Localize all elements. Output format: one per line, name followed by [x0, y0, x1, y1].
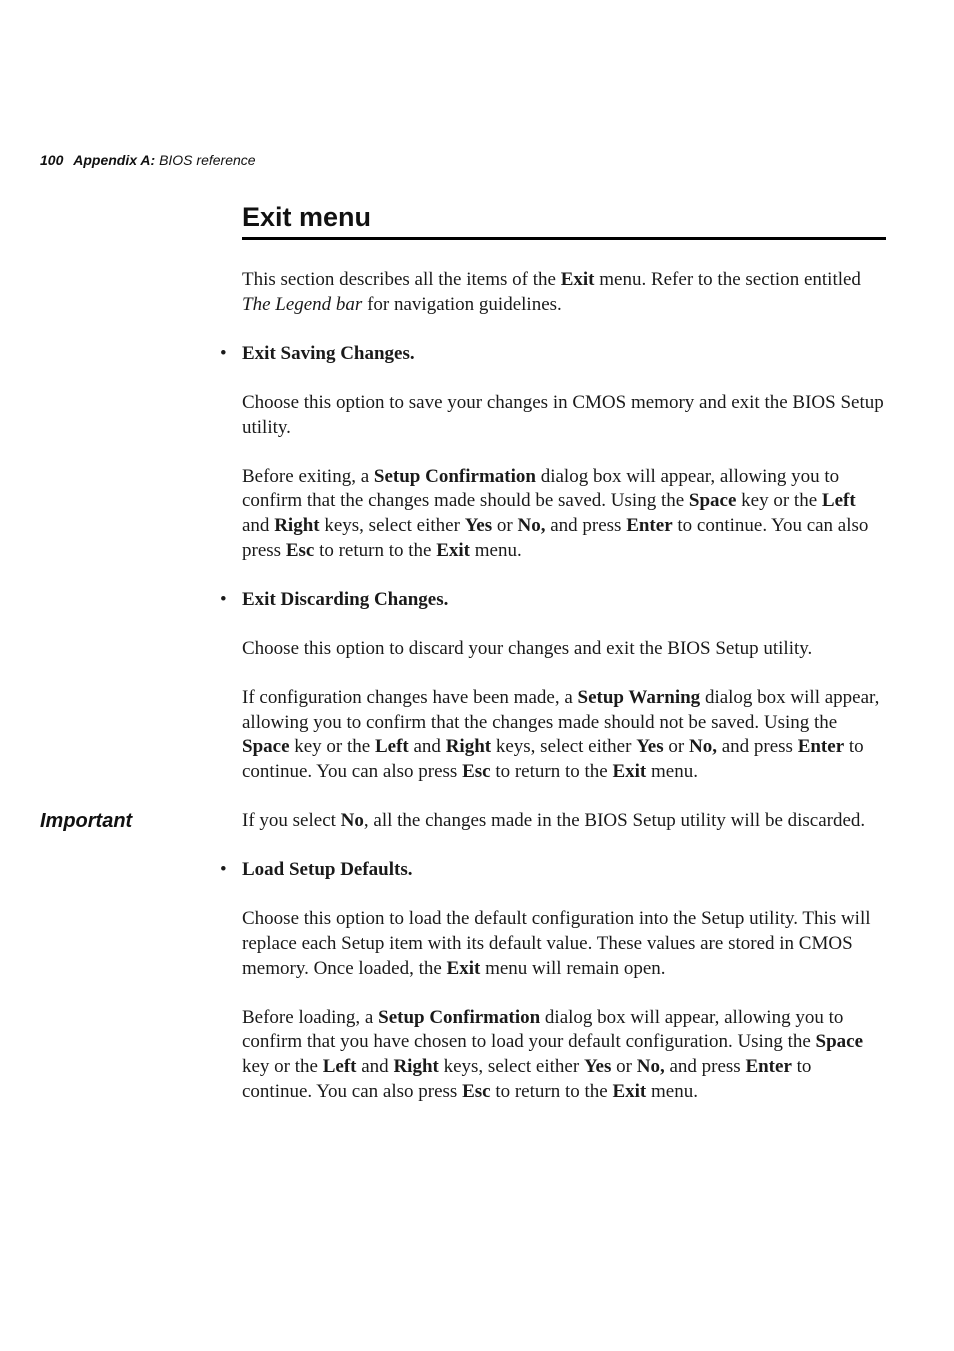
exit-saving-detail: Before exiting, a Setup Confirmation dialog box will appear, allowing you to confirm that the changes made should be saved. Using the Space key or the Left and Right keys, select either Yes or No, and press Enter to continue. You can also press Esc to return to the Exit menu.: [242, 465, 869, 561]
load-defaults-detail: Before loading, a Setup Confirmation dialog box will appear, allowing you to confirm that you have chosen to load your default configuration. Using the Space key or the Left and Right keys, select either Yes or No, and press Enter to continue. You can also press Esc to return to the Exit menu.: [242, 1006, 864, 1102]
bullet-exit-discarding: • Exit Discarding Changes.: [242, 588, 886, 613]
exit-discarding-detail: If configuration changes have been made, a Setup Warning dialog box will appear, allowing you to confirm that the changes made should not be saved. Using the Space key or the Left and Right keys, select either Yes or No, and press Enter to continue. You can also press Esc to return to the Exit menu.: [242, 687, 880, 782]
important-note: If you select No, all the changes made in the BIOS Setup utility will be discarded.: [242, 810, 866, 832]
bullet-exit-saving: • Exit Saving Changes.: [242, 342, 886, 367]
chapter-title: BIOS reference: [159, 152, 256, 168]
important-label: Important: [40, 810, 133, 832]
bullet-glyph: •: [220, 342, 227, 364]
bullet-load-defaults: • Load Setup Defaults.: [242, 858, 886, 883]
running-header: [40, 152, 256, 168]
load-defaults-desc: Choose this option to load the default configuration into the Setup utility. This will replace each Setup item with its default value. These values are stored in CMOS memory. Once loaded, the Exit menu will remain open.: [242, 908, 871, 979]
exit-saving-desc: Choose this option to save your changes in CMOS memory and exit the BIOS Setup utility.: [242, 391, 884, 438]
bullet-glyph: •: [220, 859, 227, 881]
main-content: [220, 268, 886, 1129]
bullet-glyph: •: [220, 588, 227, 610]
section-title: Exit menu: [242, 202, 886, 240]
appendix-label: Appendix A:: [73, 152, 156, 168]
intro-paragraph: This section describes all the items of the Exit menu. Refer to the section entitled The Legend bar for navigation guidelines.: [242, 269, 861, 315]
page-number: 100: [40, 152, 64, 168]
exit-discarding-desc: Choose this option to discard your changes and exit the BIOS Setup utility.: [242, 637, 813, 659]
